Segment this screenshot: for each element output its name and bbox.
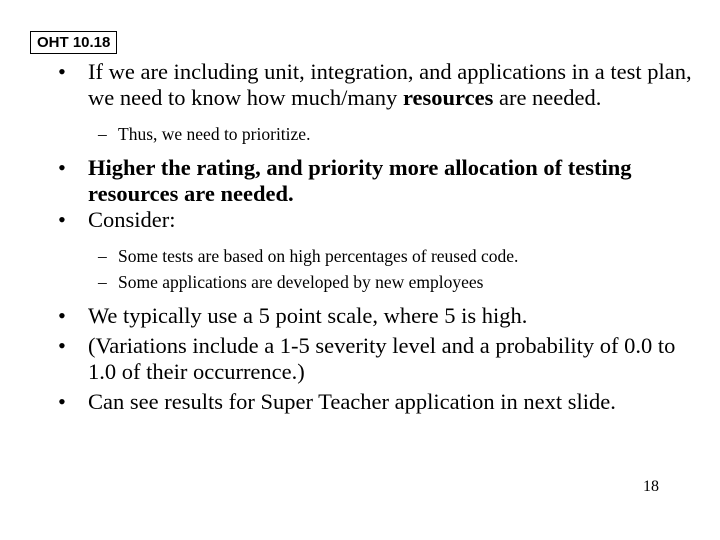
dash-glyph: – bbox=[98, 246, 107, 266]
sub-bullet-item bbox=[58, 123, 698, 145]
bullet-item bbox=[58, 303, 698, 329]
bullet-glyph: • bbox=[58, 389, 66, 414]
bullet-glyph: • bbox=[58, 207, 66, 232]
bullet-text: Can see results for Super Teacher application in next slide. bbox=[88, 389, 616, 414]
sub-bullet-text: Some applications are developed by new employees bbox=[118, 272, 484, 292]
sub-bullet-item bbox=[58, 271, 698, 293]
bullet-text: If we are including unit, integration, and applications in a test plan, we need to know how much/many bbox=[88, 59, 692, 110]
bullet-glyph: • bbox=[58, 333, 66, 358]
bullet-glyph: • bbox=[58, 303, 66, 328]
sub-bullet-text: Some tests are based on high percentages of reused code. bbox=[118, 246, 519, 266]
slide-content bbox=[58, 59, 698, 415]
bullet-text: (Variations include a 1-5 severity level and a probability of 0.0 to 1.0 of their occurrence.) bbox=[88, 333, 676, 384]
dash-glyph: – bbox=[98, 272, 107, 292]
bullet-text: Consider: bbox=[88, 207, 176, 232]
bullet-glyph: • bbox=[58, 59, 66, 84]
dash-glyph: – bbox=[98, 124, 107, 144]
bullet-glyph: • bbox=[58, 155, 66, 180]
bullet-item bbox=[58, 333, 698, 385]
bullet-item bbox=[58, 389, 698, 415]
bullet-text-bold: resources bbox=[402, 85, 494, 110]
page-number: 18 bbox=[643, 478, 659, 495]
bullet-item bbox=[58, 155, 698, 207]
bullet-text: We typically use a 5 point scale, where 5 is high. bbox=[88, 303, 528, 328]
bullet-item bbox=[58, 207, 698, 233]
bullet-text-bold: Higher the rating, and priority more allocation of testing resources are needed. bbox=[88, 155, 632, 206]
bullet-item bbox=[58, 59, 698, 111]
sub-bullet-item bbox=[58, 245, 698, 267]
sub-bullet-text: Thus, we need to prioritize. bbox=[118, 124, 311, 144]
slide-tag: OHT 10.18 bbox=[30, 31, 117, 54]
bullet-text: are needed. bbox=[493, 85, 602, 110]
